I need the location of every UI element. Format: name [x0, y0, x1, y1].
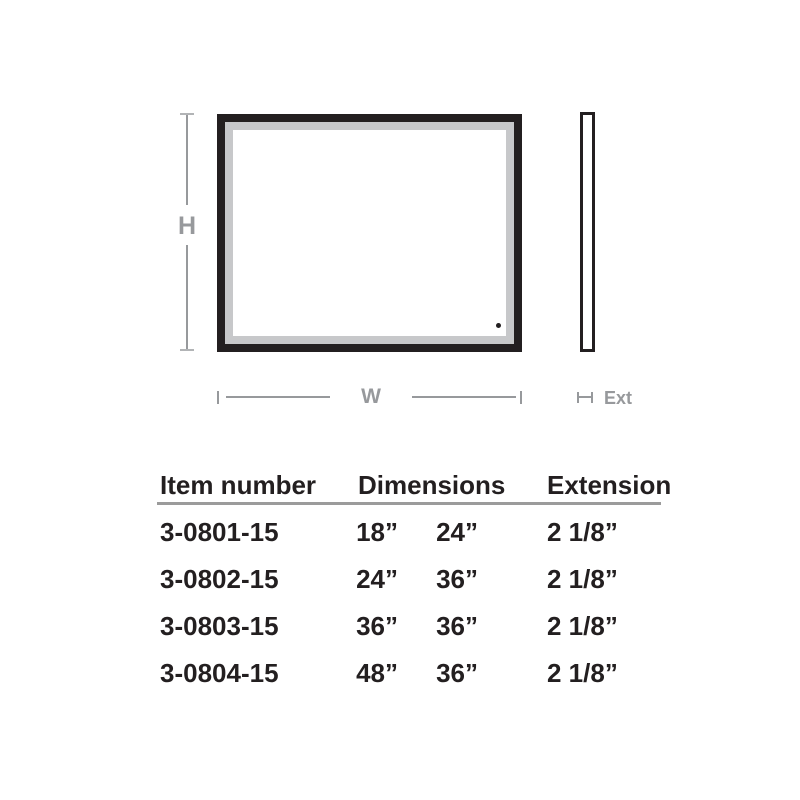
- width-dimension-tick-right: [520, 391, 522, 404]
- mirror-front-view: [217, 114, 522, 352]
- column-header-item-number: Item number: [160, 470, 317, 500]
- table-row: [0, 564, 800, 598]
- extension-value: 2 1/8”: [547, 517, 618, 547]
- dimension-height: 36”: [436, 658, 478, 688]
- dimension-height: 36”: [436, 564, 478, 594]
- height-dimension-line-upper: [186, 114, 188, 205]
- item-number: 3-0803-15: [160, 611, 279, 641]
- extension-value: 2 1/8”: [547, 611, 618, 641]
- extension-label: Ext: [604, 388, 633, 408]
- dimension-width: 36”: [356, 611, 398, 641]
- led-band: [225, 122, 514, 344]
- height-dimension-line-lower: [186, 245, 188, 350]
- column-header-dimensions: Dimensions: [358, 470, 506, 500]
- table-row: [0, 658, 800, 692]
- extension-value: 2 1/8”: [547, 564, 618, 594]
- dimension-height: 36”: [436, 611, 478, 641]
- height-dimension-tick-bottom: [180, 349, 194, 351]
- header-divider: [157, 502, 661, 505]
- sensor-dot-icon: [496, 323, 501, 328]
- table-row: [0, 611, 800, 645]
- dimension-height: 24”: [436, 517, 478, 547]
- height-label: H: [177, 212, 197, 240]
- width-dimension-line-right: [412, 396, 516, 398]
- mirror-side-view: [580, 112, 595, 352]
- dimension-width: 18”: [356, 517, 398, 547]
- height-dimension-tick-top: [180, 113, 194, 115]
- extension-value: 2 1/8”: [547, 658, 618, 688]
- item-number: 3-0801-15: [160, 517, 279, 547]
- dimension-width: 24”: [356, 564, 398, 594]
- width-dimension-tick-left: [217, 391, 219, 404]
- item-number: 3-0802-15: [160, 564, 279, 594]
- dimension-width: 48”: [356, 658, 398, 688]
- mirror-surface: [233, 130, 506, 336]
- width-label: W: [361, 385, 381, 408]
- extension-dimension-line: [578, 396, 592, 398]
- table-row: [0, 517, 800, 551]
- width-dimension-line-left: [226, 396, 330, 398]
- column-header-extension: Extension: [547, 470, 672, 500]
- item-number: 3-0804-15: [160, 658, 279, 688]
